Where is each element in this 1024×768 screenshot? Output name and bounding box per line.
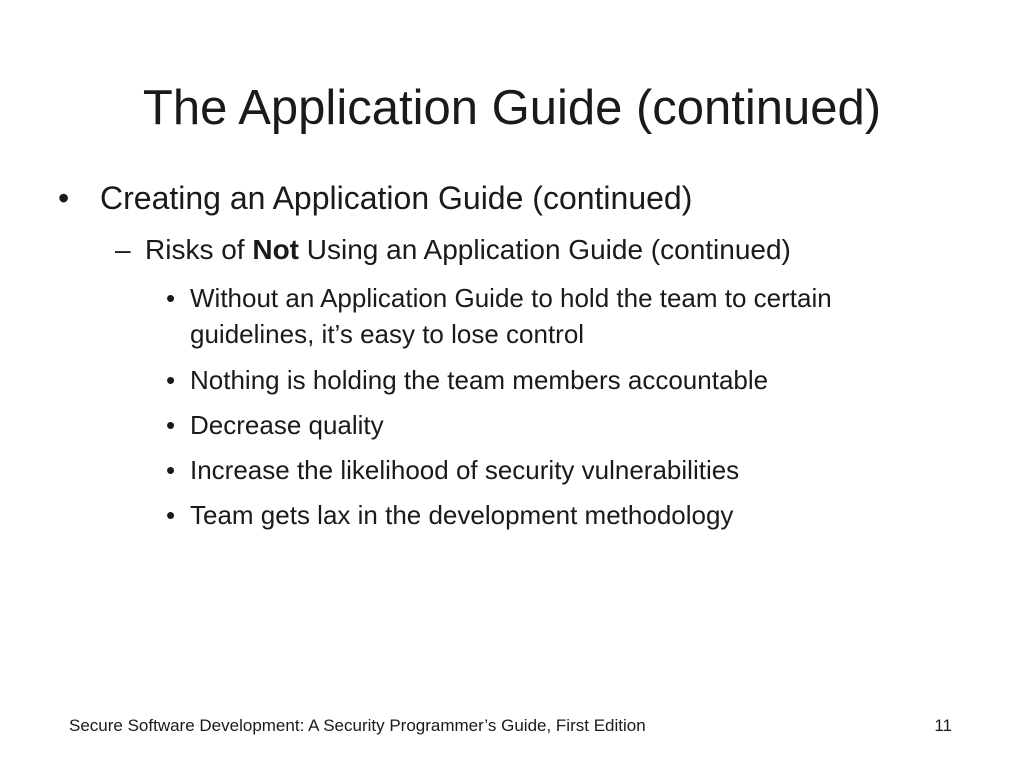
- page-number: 11: [934, 716, 952, 735]
- bullet-level3: [166, 362, 890, 398]
- bullet-level3: [166, 497, 890, 533]
- footer-text: Secure Software Development: A Security Programmer’s Guide, First Edition: [69, 716, 646, 735]
- bullet-marker: •: [166, 365, 176, 395]
- bullet-level3: [166, 452, 890, 488]
- bullet-level2: [115, 232, 791, 268]
- bullet-marker: •: [58, 180, 70, 216]
- bullet-marker: •: [166, 283, 176, 313]
- bullet-text: [145, 232, 791, 268]
- dash-marker: –: [115, 234, 131, 265]
- bullet-marker: •: [166, 455, 176, 485]
- bullet-text: Decrease quality: [190, 410, 384, 440]
- bullet-text: Increase the likelihood of security vulnerabilities: [190, 455, 740, 485]
- text-prefix: Risks of: [145, 234, 253, 265]
- slide-title: The Application Guide (continued): [142, 81, 882, 135]
- text-emphasis: Not: [252, 234, 300, 265]
- bullet-marker: •: [166, 500, 176, 530]
- bullet-text: Team gets lax in the development methodology: [190, 500, 734, 530]
- bullet-text: Creating an Application Guide (continued): [100, 180, 693, 216]
- text-suffix: Using an Application Guide (continued): [299, 234, 791, 265]
- bullet-level3: [166, 407, 890, 443]
- bullet-text: Without an Application Guide to hold the team to certain guidelines, it’s easy to lose control: [190, 283, 832, 349]
- bullet-level1: [58, 178, 692, 218]
- bullet-text: Nothing is holding the team members accountable: [190, 365, 769, 395]
- bullet-marker: •: [166, 410, 176, 440]
- bullet-level3: [166, 280, 890, 352]
